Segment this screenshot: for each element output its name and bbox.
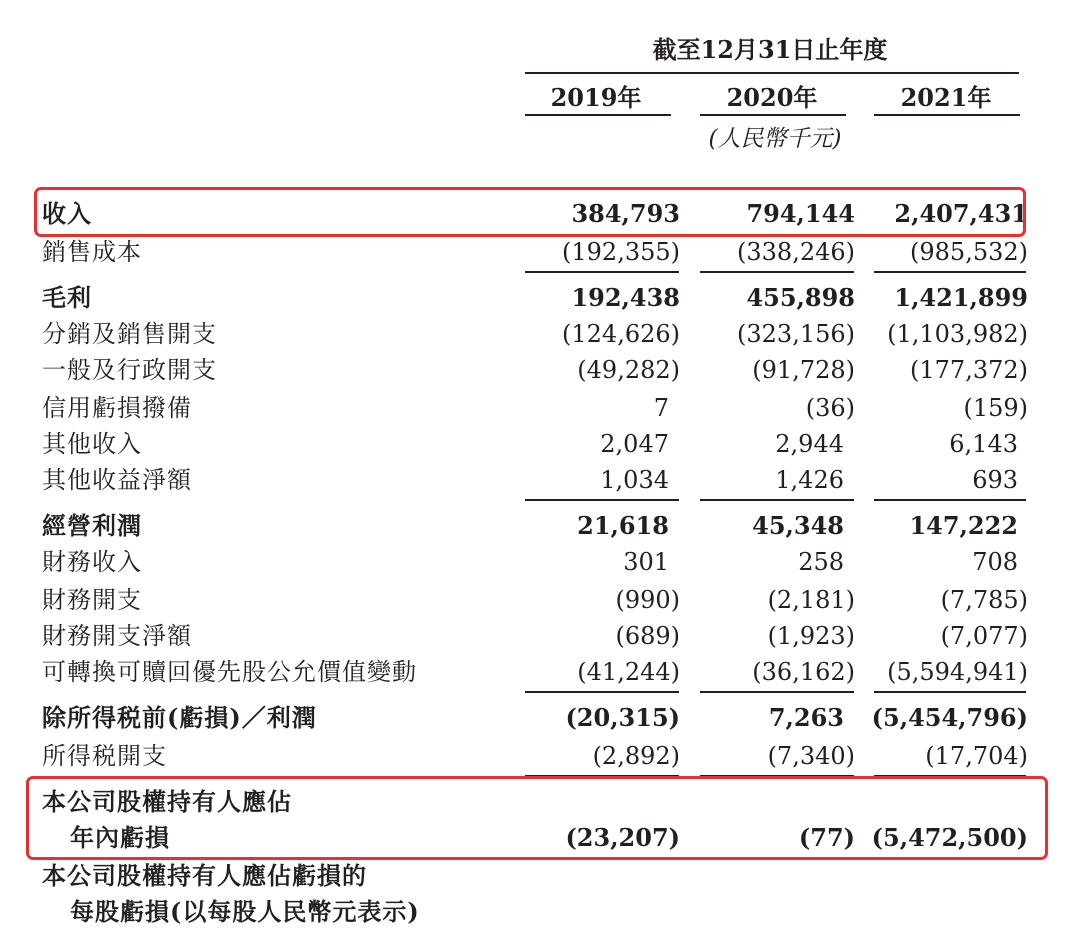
value-2019: 301 (623, 548, 669, 576)
value-2020: 258 (798, 548, 844, 576)
year-2020-underline (700, 114, 846, 116)
subtotal-rule-2019 (525, 691, 679, 693)
row-label: 可轉換可贖回優先股公允價值變動 (42, 658, 417, 686)
row-label: 本公司股權持有人應佔 (42, 787, 292, 816)
table-row-finance-costs (0, 582, 1080, 618)
value-2019: (689) (615, 622, 680, 650)
year-2021-heading: 2021年 (900, 83, 992, 112)
table-row-gross-profit (0, 280, 1080, 316)
value-2020: (36) (805, 394, 855, 422)
value-2019: 21,618 (577, 511, 669, 540)
row-label: 每股虧損(以每股人民幣元表示) (70, 897, 420, 926)
subtotal-rule-2019 (525, 271, 679, 273)
subtotal-rule-2019 (525, 499, 679, 501)
value-2019: 384,793 (571, 199, 680, 228)
subtotal-rule-2021 (874, 271, 1026, 273)
revenue-highlight-box (34, 187, 1026, 237)
table-row-net-finance-costs (0, 618, 1080, 654)
value-2020: 794,144 (746, 199, 855, 228)
value-2019: (20,315) (565, 703, 680, 732)
table-row-income-tax-expense (0, 738, 1080, 774)
currency-unit: (人民幣千元) (708, 126, 842, 152)
row-label: 經營利潤 (42, 511, 142, 540)
value-2020: (323,156) (737, 320, 855, 348)
value-2021: (5,472,500) (871, 823, 1028, 852)
year-2019-heading: 2019年 (550, 83, 642, 112)
value-2021: 693 (972, 466, 1018, 494)
subtotal-rule-2021 (874, 691, 1026, 693)
row-label: 財務收入 (42, 548, 142, 576)
value-2020: (77) (798, 823, 855, 852)
table-row-loss-per-share (0, 894, 1080, 930)
value-2020: (91,728) (752, 356, 855, 384)
value-2019: (49,282) (577, 356, 680, 384)
value-2021: 1,421,899 (894, 283, 1028, 312)
table-row-operating-profit (0, 508, 1080, 544)
value-2021: (177,372) (910, 356, 1028, 384)
table-row-cost-of-sales (0, 234, 1080, 270)
value-2021: 147,222 (909, 511, 1018, 540)
table-row-other-gains-net (0, 462, 1080, 498)
row-label: 其他收益淨額 (42, 466, 192, 494)
value-2019: (23,207) (565, 823, 680, 852)
row-label: 收入 (42, 199, 92, 228)
table-row-preferred-shares-fair-value-change (0, 654, 1080, 690)
table-row-distribution-expenses (0, 316, 1080, 352)
subtotal-rule-2020 (700, 271, 854, 273)
value-2019: 1,034 (600, 466, 669, 494)
loss-highlight-box (26, 776, 1048, 860)
table-row-other-income (0, 426, 1080, 462)
value-2019: (41,244) (577, 658, 680, 686)
row-label: 毛利 (42, 283, 92, 312)
subtotal-rule-2020 (700, 499, 854, 501)
row-label: 其他收入 (42, 430, 142, 458)
value-2021: 708 (972, 548, 1018, 576)
value-2021: (159) (963, 394, 1028, 422)
value-2020: 7,263 (768, 703, 844, 732)
value-2020: 455,898 (746, 283, 855, 312)
table-row-eps-heading (0, 858, 1080, 894)
value-2019: (2,892) (592, 742, 680, 770)
row-label: 一般及行政開支 (42, 356, 217, 384)
subtotal-rule-2021 (874, 499, 1026, 501)
value-2020: (7,340) (767, 742, 855, 770)
year-2021-underline (874, 114, 1020, 116)
row-label: 信用虧損撥備 (42, 394, 192, 422)
value-2020: (2,181) (767, 586, 855, 614)
row-label: 除所得税前(虧損)／利潤 (42, 703, 317, 732)
value-2021: (1,103,982) (887, 320, 1028, 348)
row-label: 財務開支淨額 (42, 622, 192, 650)
value-2021: (985,532) (910, 238, 1028, 266)
value-2019: 7 (653, 394, 669, 422)
period-underline (525, 72, 1019, 74)
value-2020: (36,162) (752, 658, 855, 686)
row-label: 本公司股權持有人應佔虧損的 (42, 861, 367, 890)
value-2019: 2,047 (600, 430, 669, 458)
row-label: 銷售成本 (42, 238, 142, 266)
value-2021: (5,454,796) (871, 703, 1028, 732)
value-2019: (124,626) (562, 320, 680, 348)
table-row-loss-before-tax (0, 700, 1080, 736)
table-row-admin-expenses (0, 352, 1080, 388)
value-2019: 192,438 (571, 283, 680, 312)
value-2019: (192,355) (562, 238, 680, 266)
row-label: 財務開支 (42, 586, 142, 614)
value-2021: (5,594,941) (887, 658, 1028, 686)
value-2020: (338,246) (737, 238, 855, 266)
value-2020: 2,944 (775, 430, 844, 458)
row-label: 年內虧損 (70, 823, 170, 852)
year-2020-heading: 2020年 (726, 83, 818, 112)
value-2019: (990) (615, 586, 680, 614)
subtotal-rule-2020 (700, 691, 854, 693)
value-2021: (7,785) (940, 586, 1028, 614)
table-row-finance-income (0, 544, 1080, 580)
period-heading: 截至12月31日止年度 (652, 35, 888, 64)
row-label: 分銷及銷售開支 (42, 320, 217, 348)
year-2019-underline (525, 114, 671, 116)
table-row-credit-loss-provision (0, 390, 1080, 426)
value-2021: (7,077) (940, 622, 1028, 650)
row-label: 所得税開支 (42, 742, 167, 770)
value-2021: (17,704) (925, 742, 1028, 770)
value-2020: (1,923) (767, 622, 855, 650)
value-2020: 45,348 (752, 511, 844, 540)
value-2020: 1,426 (775, 466, 844, 494)
value-2021: 2,407,431 (894, 199, 1028, 228)
value-2021: 6,143 (949, 430, 1018, 458)
